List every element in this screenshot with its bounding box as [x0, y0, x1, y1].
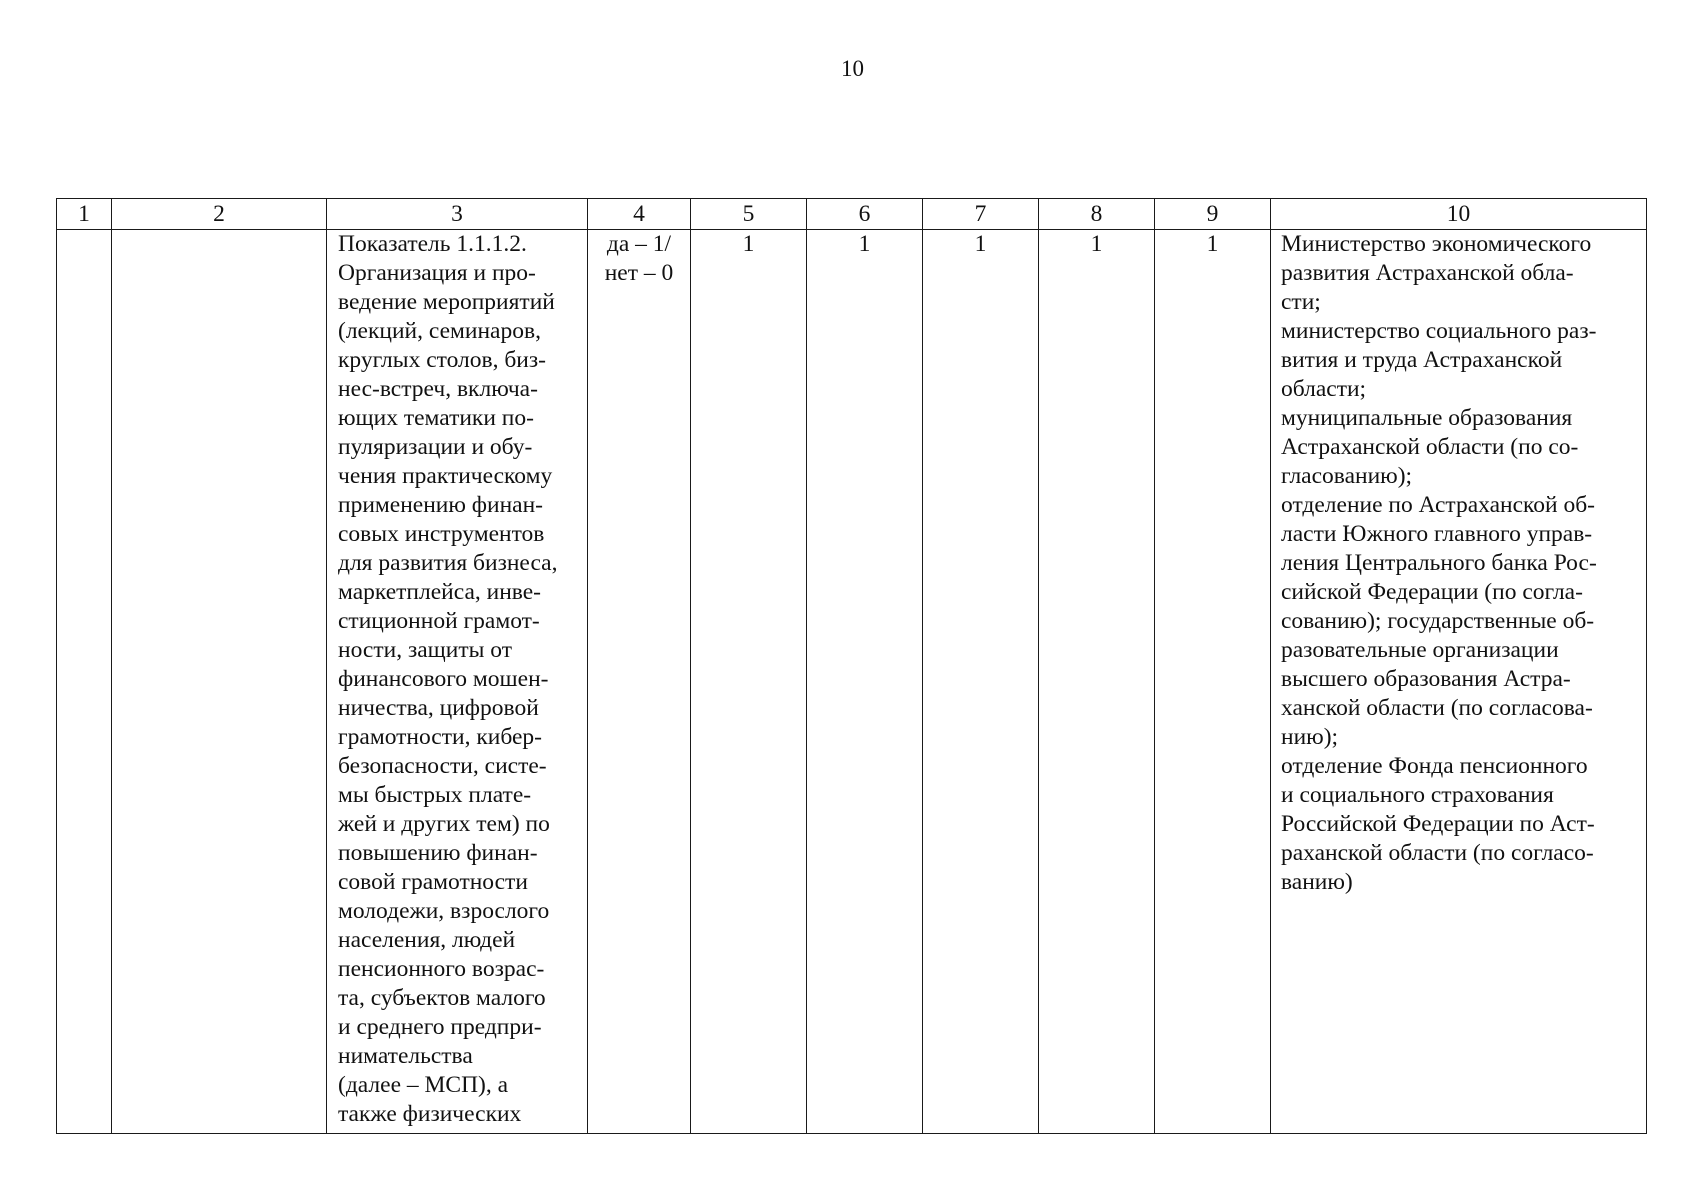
text-line: пенсионного возрас- [338, 956, 545, 982]
text-line: нию); [1281, 724, 1339, 750]
text-line: Показатель 1.1.1.2. [338, 231, 527, 257]
text-line: раханской области (по согласо- [1281, 840, 1594, 866]
unit-text [588, 230, 690, 288]
text-line: стиционной грамот- [338, 608, 540, 634]
text-line: маркетплейса, инве- [338, 579, 541, 605]
cell-value-col-7: 1 [923, 230, 1039, 1134]
text-line: области; [1281, 376, 1367, 402]
header-col-4: 4 [588, 199, 691, 230]
text-line: гласованию); [1281, 463, 1413, 489]
cell-value-col-6: 1 [807, 230, 923, 1134]
text-line: нимательства [338, 1043, 473, 1069]
text-line: Организация и про- [338, 260, 536, 286]
text-line: сованию); государственные об- [1281, 608, 1595, 634]
text-line: молодежи, взрослого [338, 898, 550, 924]
header-col-6: 6 [807, 199, 923, 230]
text-line: (далее – МСП), а [338, 1072, 509, 1098]
header-col-9: 9 [1155, 199, 1271, 230]
text-line: пуляризации и обу- [338, 434, 533, 460]
responsible-executors-text [1271, 230, 1646, 897]
text-line: отделение Фонда пенсионного [1281, 753, 1588, 779]
text-line: ления Центрального банка Рос- [1281, 550, 1597, 576]
text-line: грамотности, кибер- [338, 724, 542, 750]
text-line: Министерство экономического [1281, 231, 1592, 257]
text-line: ведение мероприятий [338, 289, 555, 315]
text-line: жей и других тем) по [338, 811, 550, 837]
header-col-1: 1 [57, 199, 112, 230]
text-line: Российской Федерации по Аст- [1281, 811, 1595, 837]
text-line: развития Астраханской обла- [1281, 260, 1574, 286]
text-line: и социального страхования [1281, 782, 1554, 808]
cell-unit [588, 230, 691, 1134]
text-line: Астраханской области (по со- [1281, 434, 1579, 460]
text-line: отделение по Астраханской об- [1281, 492, 1595, 518]
page-number: 10 [841, 56, 864, 81]
text-line: муниципальные образования [1281, 405, 1573, 431]
header-col-7: 7 [923, 199, 1039, 230]
text-line: и среднего предпри- [338, 1014, 542, 1040]
cell-value-col-8: 1 [1039, 230, 1155, 1134]
text-line: мы быстрых плате- [338, 782, 532, 808]
text-line: также физических [338, 1101, 522, 1127]
text-line: ности, защиты от [338, 637, 512, 663]
text-line: круглых столов, биз- [338, 347, 546, 373]
text-line: нет – 0 [604, 260, 674, 286]
text-line: применению финан- [338, 492, 544, 518]
text-line: ханской области (по согласова- [1281, 695, 1593, 721]
text-line: сти; [1281, 289, 1321, 315]
text-line: чения практическому [338, 463, 553, 489]
text-line: населения, людей [338, 927, 516, 953]
text-line: ющих тематики по- [338, 405, 534, 431]
text-line: (лекций, семинаров, [338, 318, 541, 344]
cell-indicator-description [327, 230, 588, 1134]
text-line: повышению финан- [338, 840, 538, 866]
header-col-3: 3 [327, 199, 588, 230]
text-line: для развития бизнеса, [338, 550, 558, 576]
cell-value-col-5: 1 [691, 230, 807, 1134]
text-line: ванию) [1281, 869, 1353, 895]
text-line: совой грамотности [338, 869, 528, 895]
cell-col-2 [112, 230, 327, 1134]
text-line: безопасности, систе- [338, 753, 547, 779]
indicator-description-text [327, 230, 587, 1129]
text-line: нес-встреч, включа- [338, 376, 538, 402]
header-col-5: 5 [691, 199, 807, 230]
text-line: совых инструментов [338, 521, 545, 547]
cell-responsible-executors [1271, 230, 1647, 1134]
table-row [57, 230, 1647, 1134]
text-line: сийской Федерации (по согла- [1281, 579, 1583, 605]
text-line: ласти Южного главного управ- [1281, 521, 1593, 547]
header-col-10: 10 [1271, 199, 1647, 230]
text-line: вития и труда Астраханской [1281, 347, 1563, 373]
indicator-table [56, 198, 1647, 1134]
text-line: ничества, цифровой [338, 695, 539, 721]
text-line: финансового мошен- [338, 666, 549, 692]
text-line: разовательные организации [1281, 637, 1559, 663]
header-col-2: 2 [112, 199, 327, 230]
header-row [57, 199, 1647, 230]
text-line: высшего образования Астра- [1281, 666, 1571, 692]
text-line: министерство социального раз- [1281, 318, 1597, 344]
cell-value-col-9: 1 [1155, 230, 1271, 1134]
text-line: да – 1/ [606, 231, 672, 257]
cell-col-1 [57, 230, 112, 1134]
header-col-8: 8 [1039, 199, 1155, 230]
text-line: та, субъектов малого [338, 985, 546, 1011]
